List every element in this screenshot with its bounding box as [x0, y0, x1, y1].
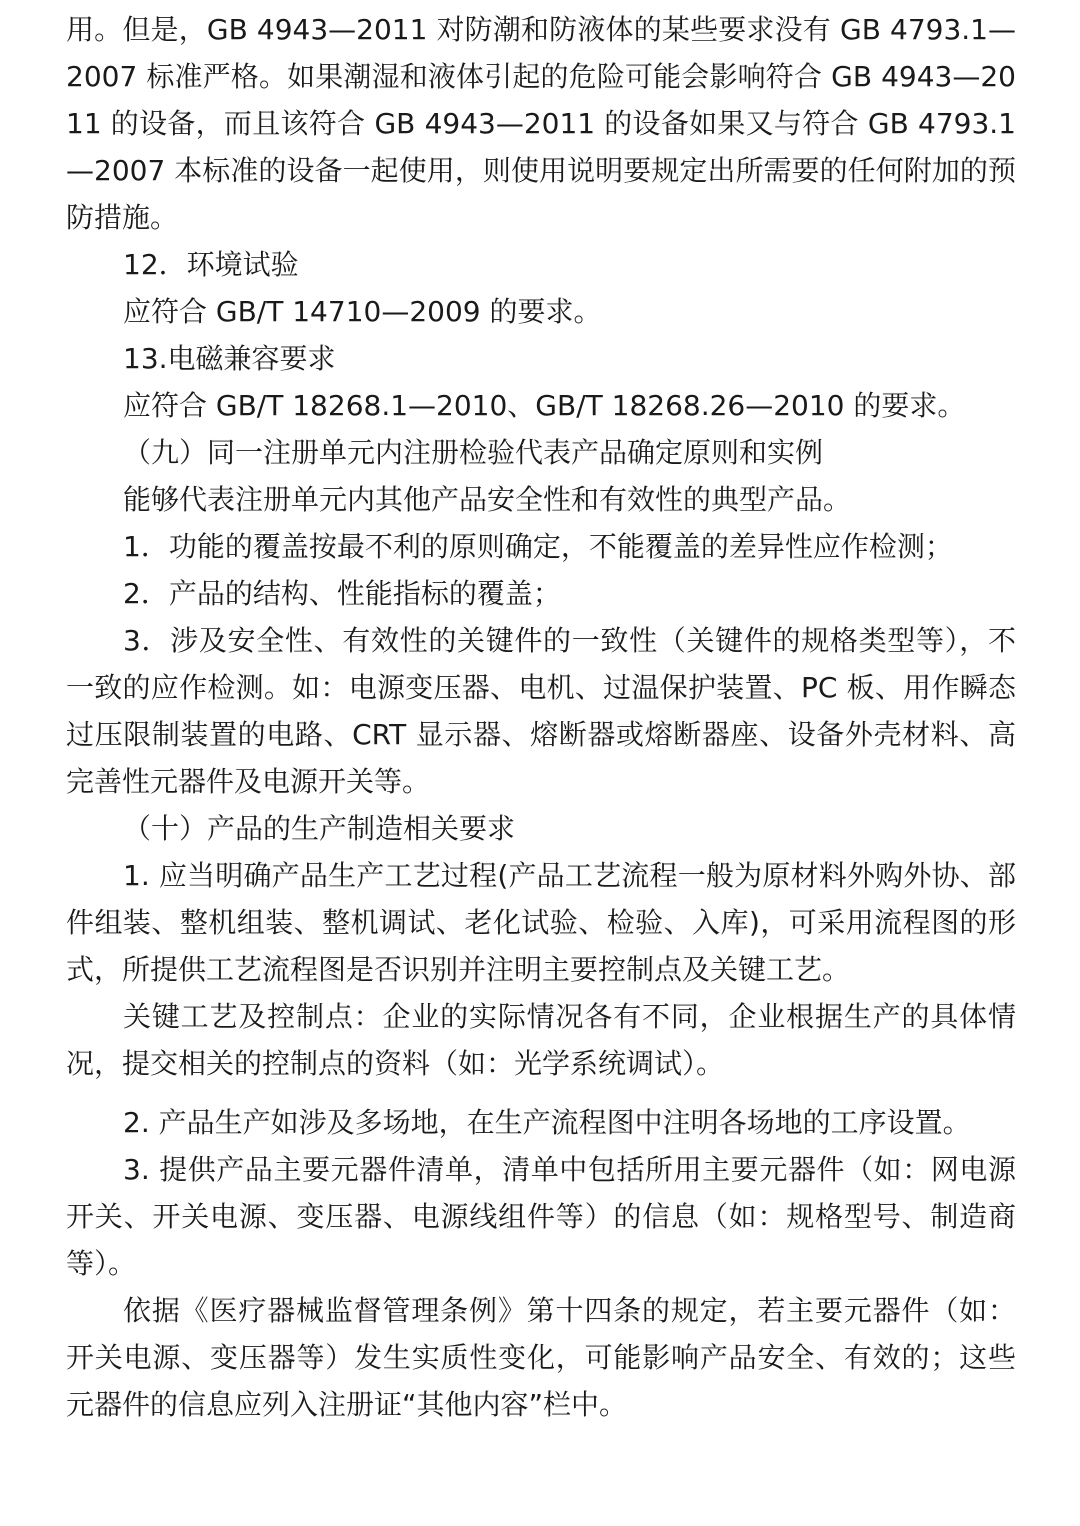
paragraph-emc-requirement: 应符合 GB/T 18268.1—2010、GB/T 18268.26—2010 的要求。 [123, 389, 966, 422]
paragraph-key-process: 关键工艺及控制点：企业的实际情况各有不同，企业根据生产的具体情况，提交相关的控制点的资料（如：光学系统调试）。 [66, 1000, 1016, 1080]
paragraph-process-3: 3. 提供产品主要元器件清单，清单中包括所用主要元器件（如：网电源开关、开关电源、变压器、电源线组件等）的信息（如：规格型号、制造商等）。 [66, 1153, 1016, 1280]
list-item-1: 1．功能的覆盖按最不利的原则确定，不能覆盖的差异性应作检测； [123, 530, 953, 563]
paragraph-continuation: 用。但是，GB 4943—2011 对防潮和防液体的某些要求没有 GB 4793.1—2007 标准严格。如果潮湿和液体引起的危险可能会影响符合 GB 4943—2011 的设备，而且该符合 GB 4943—2011 的设备如果又与符合 GB 4793.1—2007 本标准的设备一起使用，则使用说明要规定出所需要的任何附加的预防措施。 [66, 13, 1016, 234]
document-page [66, 6, 1016, 1428]
section-heading-nine: （九）同一注册单元内注册检验代表产品确定原则和实例 [123, 436, 824, 469]
paragraph-process-2: 2. 产品生产如涉及多场地，在生产流程图中注明各场地的工序设置。 [123, 1106, 971, 1139]
paragraph-environment-requirement: 应符合 GB/T 14710—2009 的要求。 [123, 295, 602, 328]
paragraph-regulation: 依据《医疗器械监督管理条例》第十四条的规定，若主要元器件（如：开关电源、变压器等）发生实质性变化，可能影响产品安全、有效的；这些元器件的信息应列入注册证“其他内容”栏中。 [66, 1294, 1016, 1421]
list-item-2: 2．产品的结构、性能指标的覆盖； [123, 577, 561, 610]
section-heading-emc: 13.电磁兼容要求 [123, 342, 336, 375]
section-heading-ten: （十）产品的生产制造相关要求 [123, 812, 516, 845]
paragraph-process-1: 1. 应当明确产品生产工艺过程(产品工艺流程一般为原材料外购外协、部件组装、整机组装、整机调试、老化试验、检验、入库)，可采用流程图的形式，所提供工艺流程图是否识别并注明主要控制点及关键工艺。 [66, 859, 1016, 986]
paragraph-typical-product: 能够代表注册单元内其他产品安全性和有效性的典型产品。 [123, 483, 852, 516]
section-heading-environment-test: 12．环境试验 [123, 248, 299, 281]
list-item-3: 3．涉及安全性、有效性的关键件的一致性（关键件的规格类型等），不一致的应作检测。如：电源变压器、电机、过温保护装置、PC 板、用作瞬态过压限制装置的电路、CRT 显示器、熔断器或熔断器座、设备外壳材料、高完善性元器件及电源开关等。 [66, 624, 1016, 798]
